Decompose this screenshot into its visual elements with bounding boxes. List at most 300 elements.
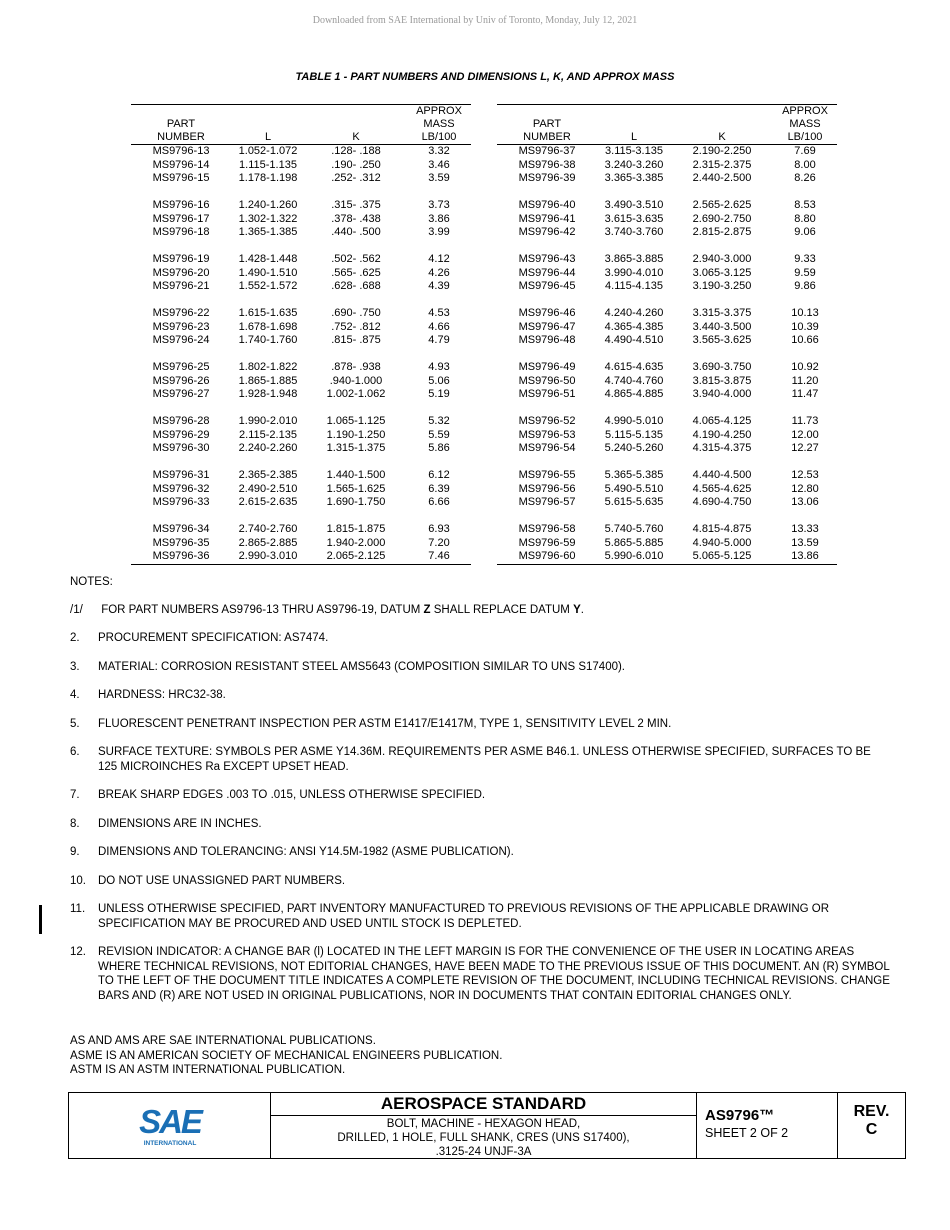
cell-k: .252- .312 <box>331 172 381 184</box>
note-number: 4. <box>70 689 80 701</box>
table-row <box>497 469 837 483</box>
cell-k: 2.565-2.625 <box>692 199 752 211</box>
header-k: K <box>671 105 773 145</box>
description-line: DRILLED, 1 HOLE, FULL SHANK, CRES (UNS S17400), <box>337 1132 630 1144</box>
cell-k: 4.565-4.625 <box>692 482 752 495</box>
table-row <box>497 159 837 173</box>
table-row <box>497 550 837 564</box>
cell-l: 4.240-4.260 <box>604 307 664 319</box>
cell-l: 1.490-1.510 <box>238 266 298 279</box>
table-row <box>497 280 837 294</box>
cell-k: 1.315-1.375 <box>326 442 386 454</box>
table-row <box>131 199 471 213</box>
cell-l: 3.740-3.760 <box>604 226 664 238</box>
table-row <box>131 496 471 510</box>
cell-part-number: MS9796-24 <box>152 334 210 346</box>
cell-l: 3.490-3.510 <box>604 199 664 211</box>
table-header-row <box>131 105 471 145</box>
table-row <box>131 253 471 267</box>
cell-l: 1.615-1.635 <box>238 307 298 319</box>
note-number: 8. <box>70 817 80 830</box>
cell-part-number: MS9796-16 <box>152 199 210 211</box>
cell-l: 2.615-2.635 <box>238 496 298 508</box>
cell-l: 2.490-2.510 <box>238 482 298 495</box>
cell-part-number: MS9796-21 <box>152 280 210 292</box>
cell-approx-mass: 3.59 <box>428 172 450 184</box>
sae-logo-subtext: INTERNATIONAL <box>143 1139 196 1147</box>
cell-approx-mass: 5.06 <box>428 374 450 387</box>
cell-part-number: MS9796-48 <box>518 334 576 346</box>
cell-l: 5.865-5.885 <box>604 536 664 549</box>
description-line: .3125-24 UNJF-3A <box>435 1146 532 1158</box>
cell-k: 4.065-4.125 <box>692 415 752 427</box>
cell-part-number: MS9796-32 <box>152 482 210 495</box>
cell-l: 1.552-1.572 <box>238 280 298 292</box>
cell-k: .565- .625 <box>331 266 381 279</box>
download-watermark: Downloaded from SAE International by Univ of Toronto, Monday, July 12, 2021 <box>312 15 638 26</box>
cell-part-number: MS9796-49 <box>518 361 576 373</box>
cell-part-number: MS9796-14 <box>152 158 210 171</box>
table-row <box>497 429 837 443</box>
table-row <box>497 523 837 537</box>
cell-approx-mass: 6.39 <box>428 482 450 495</box>
cell-approx-mass: 10.13 <box>791 307 819 319</box>
cell-k: 2.690-2.750 <box>692 212 752 225</box>
cell-part-number: MS9796-39 <box>518 172 576 184</box>
cell-part-number: MS9796-41 <box>518 212 576 225</box>
cell-k: 1.690-1.750 <box>326 496 386 508</box>
cell-part-number: MS9796-25 <box>152 361 210 373</box>
table-row <box>497 307 837 321</box>
cell-l: 3.240-3.260 <box>604 158 664 171</box>
table-title: TABLE 1 - PART NUMBERS AND DIMENSIONS L, K, AND APPROX MASS <box>295 71 675 83</box>
table-row <box>131 321 471 335</box>
table-row <box>131 550 471 564</box>
note-number: 6. <box>70 746 80 758</box>
note-item <box>70 874 890 889</box>
title-block <box>68 1092 906 1159</box>
cell-approx-mass: 3.99 <box>428 226 450 238</box>
table-row <box>131 483 471 497</box>
row-spacer <box>131 456 471 470</box>
cell-k: .502- .562 <box>331 253 381 265</box>
cell-approx-mass: 4.93 <box>428 361 450 373</box>
sae-logo-text: SAE <box>138 1103 201 1140</box>
cell-part-number: MS9796-59 <box>518 536 576 549</box>
note-item <box>70 745 890 774</box>
cell-l: 3.865-3.885 <box>604 253 664 265</box>
cell-k: 2.065-2.125 <box>305 550 407 564</box>
cell-k: 3.940-4.000 <box>692 388 752 400</box>
cell-approx-mass: 11.20 <box>791 374 819 387</box>
cell-l: 5.490-5.510 <box>604 482 664 495</box>
cell-approx-mass: 9.33 <box>794 253 816 265</box>
table-row <box>497 496 837 510</box>
cell-approx-mass: 5.19 <box>428 388 450 400</box>
note-number: 2. <box>70 632 80 644</box>
note-text: HARDNESS: HRC32-38. <box>98 689 226 701</box>
table-row <box>131 523 471 537</box>
cell-part-number: MS9796-31 <box>152 469 210 481</box>
cell-k: .690- .750 <box>331 307 381 319</box>
cell-l: 1.740-1.760 <box>238 334 298 346</box>
cell-k: 1.440-1.500 <box>326 469 386 481</box>
row-spacer <box>497 186 837 200</box>
cell-l: 3.365-3.385 <box>604 172 664 184</box>
cell-k: 2.315-2.375 <box>692 158 752 171</box>
publication-line: AS AND AMS ARE SAE INTERNATIONAL PUBLICATIONS. <box>70 1035 376 1047</box>
note-item <box>70 631 890 646</box>
cell-approx-mass: 10.92 <box>791 361 819 373</box>
cell-part-number: MS9796-42 <box>518 226 576 238</box>
cell-k: .752- .812 <box>331 320 381 333</box>
table-row <box>131 537 471 551</box>
cell-part-number: MS9796-13 <box>152 145 210 157</box>
cell-k: 1.190-1.250 <box>326 428 386 441</box>
cell-l: 4.990-5.010 <box>604 415 664 427</box>
cell-part-number: MS9796-23 <box>152 320 210 333</box>
note-text: FOR PART NUMBERS AS9796-13 THRU AS9796-19, DATUM Z SHALL REPLACE DATUM Y. <box>101 603 584 616</box>
cell-l: 1.115-1.135 <box>239 158 297 171</box>
cell-approx-mass: 8.53 <box>794 199 816 211</box>
header-l: L <box>597 105 671 145</box>
cell-part-number: MS9796-38 <box>518 158 576 171</box>
cell-l: 1.052-1.072 <box>238 145 298 157</box>
cell-approx-mass: 7.69 <box>794 145 816 157</box>
note-item <box>70 717 890 732</box>
cell-approx-mass: 4.39 <box>428 280 450 292</box>
cell-l: 1.178-1.198 <box>238 172 298 184</box>
cell-part-number: MS9796-20 <box>152 266 210 279</box>
cell-part-number: MS9796-37 <box>518 145 576 157</box>
sae-logo-graphic <box>135 1104 205 1148</box>
table-row <box>497 361 837 375</box>
sheet-number: SHEET 2 OF 2 <box>705 1126 789 1140</box>
header-k: K <box>305 105 407 145</box>
cell-approx-mass: 3.46 <box>428 158 450 171</box>
cell-approx-mass: 5.32 <box>428 415 450 427</box>
cell-l: 5.365-5.385 <box>604 469 664 481</box>
cell-part-number: MS9796-17 <box>152 212 210 225</box>
cell-part-number: MS9796-56 <box>518 482 576 495</box>
cell-approx-mass: 3.86 <box>428 212 450 225</box>
cell-approx-mass: 10.39 <box>791 320 819 333</box>
cell-approx-mass: 3.32 <box>428 145 450 157</box>
cell-k: .940-1.000 <box>329 374 383 387</box>
cell-l: 5.615-5.635 <box>604 496 664 508</box>
cell-approx-mass: 3.73 <box>428 199 450 211</box>
table-row <box>497 172 837 186</box>
cell-part-number: MS9796-55 <box>518 469 576 481</box>
cell-l: 2.990-3.010 <box>231 550 305 564</box>
row-spacer <box>131 240 471 254</box>
row-spacer <box>497 510 837 524</box>
cell-l: 1.928-1.948 <box>238 388 298 400</box>
cell-part-number: MS9796-53 <box>518 428 576 441</box>
cell-approx-mass: 13.06 <box>791 496 819 508</box>
cell-part-number: MS9796-15 <box>152 172 210 184</box>
cell-l: 5.740-5.760 <box>604 523 664 535</box>
row-spacer <box>497 240 837 254</box>
cell-k: 5.065-5.125 <box>671 550 773 564</box>
sae-logo <box>69 1093 271 1158</box>
cell-part-number: MS9796-43 <box>518 253 576 265</box>
cell-approx-mass: 11.47 <box>791 388 819 400</box>
cell-approx-mass: 8.26 <box>794 172 816 184</box>
cell-part-number: MS9796-54 <box>518 442 576 454</box>
part-description <box>271 1116 696 1159</box>
cell-approx-mass: 4.26 <box>428 266 450 279</box>
cell-approx-mass: 4.79 <box>428 334 450 346</box>
cell-k: .190- .250 <box>331 158 381 171</box>
table-row <box>131 226 471 240</box>
cell-l: 1.865-1.885 <box>238 374 298 387</box>
note-text: PROCUREMENT SPECIFICATION: AS7474. <box>98 632 329 644</box>
cell-part-number: MS9796-19 <box>152 253 210 265</box>
cell-k: 1.565-1.625 <box>326 482 386 495</box>
note-number: 9. <box>70 846 80 858</box>
cell-l: 4.115-4.135 <box>605 280 663 292</box>
cell-part-number: MS9796-35 <box>152 536 210 549</box>
cell-approx-mass: 11.73 <box>791 415 819 427</box>
publication-line: ASME IS AN AMERICAN SOCIETY OF MECHANICAL ENGINEERS PUBLICATION. <box>70 1049 503 1062</box>
note-number: 10. <box>70 874 86 887</box>
parts-table-left <box>131 104 471 565</box>
cell-l: 1.365-1.385 <box>238 226 298 238</box>
cell-approx-mass: 12.27 <box>791 442 819 454</box>
note-text: DIMENSIONS AND TOLERANCING: ANSI Y14.5M-1982 (ASME PUBLICATION). <box>98 846 514 858</box>
table-row <box>497 321 837 335</box>
cell-l: 2.740-2.760 <box>238 523 298 535</box>
cell-approx-mass: 9.86 <box>794 280 816 292</box>
cell-k: .878- .938 <box>331 361 381 373</box>
cell-k: .315- .375 <box>331 199 381 211</box>
cell-part-number: MS9796-33 <box>152 496 210 508</box>
cell-l: 4.490-4.510 <box>604 334 664 346</box>
parts-table-right <box>497 104 837 565</box>
cell-approx-mass: 12.00 <box>791 428 819 441</box>
cell-k: .440- .500 <box>331 226 381 238</box>
cell-part-number: MS9796-18 <box>152 226 210 238</box>
cell-k: 2.190-2.250 <box>692 145 752 157</box>
table-row <box>131 334 471 348</box>
table-row <box>131 429 471 443</box>
cell-k: .128- .188 <box>331 145 381 157</box>
cell-approx-mass: 7.46 <box>407 550 471 564</box>
cell-l: 3.615-3.635 <box>604 212 664 225</box>
row-spacer <box>131 348 471 362</box>
row-spacer <box>131 294 471 308</box>
cell-k: 3.065-3.125 <box>692 266 752 279</box>
cell-k: 4.440-4.500 <box>692 469 752 481</box>
cell-part-number: MS9796-34 <box>152 523 210 535</box>
table-row <box>497 334 837 348</box>
table-row <box>131 213 471 227</box>
table-row <box>497 415 837 429</box>
table-row <box>131 172 471 186</box>
cell-approx-mass: 8.00 <box>794 158 816 171</box>
cell-part-number: MS9796-27 <box>152 388 210 400</box>
header-part-number: PART NUMBER <box>131 105 231 145</box>
publication-line: ASTM IS AN ASTM INTERNATIONAL PUBLICATION. <box>70 1064 346 1076</box>
cell-k: 3.690-3.750 <box>692 361 752 373</box>
header-approx-mass: APPROX MASS LB/100 <box>773 105 837 145</box>
cell-k: .628- .688 <box>331 280 381 292</box>
note-number: /1/ <box>70 603 83 616</box>
cell-approx-mass: 4.12 <box>428 253 450 265</box>
cell-l: 4.740-4.760 <box>604 374 664 387</box>
cell-l: 4.365-4.385 <box>604 320 664 333</box>
note-item <box>70 660 890 675</box>
cell-k: 1.065-1.125 <box>326 415 386 427</box>
table-row <box>497 442 837 456</box>
table-row <box>497 375 837 389</box>
cell-part-number: MS9796-51 <box>518 388 576 400</box>
cell-l: 1.428-1.448 <box>238 253 298 265</box>
table-row <box>497 483 837 497</box>
note-item <box>70 788 890 803</box>
cell-k: 2.815-2.875 <box>692 226 752 238</box>
table-row <box>497 267 837 281</box>
note-number: 11. <box>70 903 86 915</box>
notes-section <box>70 575 890 1017</box>
cell-part-number: MS9796-52 <box>518 415 576 427</box>
table-row <box>131 307 471 321</box>
row-spacer <box>131 402 471 416</box>
cell-k: 1.815-1.875 <box>326 523 386 535</box>
note-number: 5. <box>70 717 80 730</box>
cell-approx-mass: 12.80 <box>791 482 819 495</box>
cell-approx-mass: 8.80 <box>794 212 816 225</box>
table-row <box>497 253 837 267</box>
cell-approx-mass: 13.86 <box>773 550 837 564</box>
cell-part-number: MS9796-46 <box>518 307 576 319</box>
cell-k: 4.190-4.250 <box>692 428 752 441</box>
cell-l: 1.302-1.322 <box>238 212 298 225</box>
note-text: FLUORESCENT PENETRANT INSPECTION PER ASTM E1417/E1417M, TYPE 1, SENSITIVITY LEVEL 2 MIN. <box>98 717 672 730</box>
header-approx-mass: APPROX MASS LB/100 <box>407 105 471 145</box>
note-item <box>70 845 890 860</box>
cell-part-number: MS9796-36 <box>131 550 231 564</box>
cell-part-number: MS9796-45 <box>518 280 576 292</box>
document-number-cell <box>697 1093 838 1158</box>
table-row <box>131 375 471 389</box>
standard-title: AEROSPACE STANDARD <box>271 1093 696 1116</box>
cell-k: 2.440-2.500 <box>692 172 752 184</box>
cell-part-number: MS9796-28 <box>152 415 210 427</box>
cell-l: 4.865-4.885 <box>604 388 664 400</box>
cell-l: 2.365-2.385 <box>238 469 298 481</box>
table-row <box>497 213 837 227</box>
note-number: 12. <box>70 946 86 958</box>
note-text: BREAK SHARP EDGES .003 TO .015, UNLESS OTHERWISE SPECIFIED. <box>98 789 486 801</box>
cell-l: 2.240-2.260 <box>238 442 298 454</box>
cell-l: 1.678-1.698 <box>238 320 298 333</box>
table-row <box>131 280 471 294</box>
cell-k: 4.940-5.000 <box>692 536 752 549</box>
row-spacer <box>497 294 837 308</box>
cell-k: 1.940-2.000 <box>326 536 386 549</box>
cell-approx-mass: 10.66 <box>791 334 819 346</box>
cell-k: 3.315-3.375 <box>692 307 752 319</box>
row-spacer <box>497 402 837 416</box>
note-text: SURFACE TEXTURE: SYMBOLS PER ASME Y14.36M. REQUIREMENTS PER ASME B46.1. UNLESS OTHERWISE SPECIFIED, SURFACES TO BE 125 MICROINCHES Ra EXCEPT UPSET HEAD. <box>98 746 871 773</box>
row-spacer <box>131 510 471 524</box>
table-row <box>131 469 471 483</box>
cell-part-number: MS9796-26 <box>152 374 210 387</box>
change-bar <box>39 905 42 934</box>
note-item <box>70 945 890 1003</box>
cell-part-number: MS9796-47 <box>518 320 576 333</box>
cell-approx-mass: 13.33 <box>791 523 819 535</box>
table-header-row <box>497 105 837 145</box>
revision-cell <box>838 1093 905 1158</box>
revision-value: C <box>865 1121 878 1138</box>
table-row <box>497 145 837 159</box>
cell-approx-mass: 4.66 <box>428 320 450 333</box>
revision-label: REV. <box>853 1103 890 1120</box>
note-number: 3. <box>70 660 80 673</box>
publications-list <box>70 1034 502 1078</box>
cell-part-number: MS9796-57 <box>518 496 576 508</box>
row-spacer <box>131 186 471 200</box>
notes-heading: NOTES: <box>70 576 113 588</box>
note-item <box>70 688 890 703</box>
table-row <box>131 145 471 159</box>
table-row <box>131 267 471 281</box>
row-spacer <box>497 348 837 362</box>
cell-k: .378- .438 <box>331 212 381 225</box>
cell-k: 3.565-3.625 <box>692 334 752 346</box>
cell-l: 1.990-2.010 <box>238 415 298 427</box>
cell-l: 3.115-3.135 <box>605 145 663 157</box>
cell-approx-mass: 7.20 <box>428 536 450 549</box>
cell-part-number: MS9796-44 <box>518 266 576 279</box>
cell-l: 2.865-2.885 <box>238 536 298 549</box>
header-part-number: PART NUMBER <box>497 105 597 145</box>
cell-k: 3.190-3.250 <box>692 280 752 292</box>
cell-l: 1.240-1.260 <box>238 199 298 211</box>
title-block-description <box>271 1093 697 1158</box>
cell-k: .815- .875 <box>331 334 381 346</box>
cell-part-number: MS9796-58 <box>518 523 576 535</box>
cell-approx-mass: 9.06 <box>794 226 816 238</box>
cell-approx-mass: 9.59 <box>794 266 816 279</box>
note-number: 7. <box>70 789 80 801</box>
row-spacer <box>497 456 837 470</box>
cell-part-number: MS9796-29 <box>152 428 210 441</box>
table-row <box>497 537 837 551</box>
cell-k: 3.815-3.875 <box>692 374 752 387</box>
cell-approx-mass: 4.53 <box>428 307 450 319</box>
cell-approx-mass: 13.59 <box>791 536 819 549</box>
table-row <box>131 361 471 375</box>
table-row <box>497 388 837 402</box>
cell-approx-mass: 6.93 <box>428 523 450 535</box>
table-row <box>131 415 471 429</box>
cell-approx-mass: 6.66 <box>428 496 450 508</box>
note-text: REVISION INDICATOR: A CHANGE BAR (l) LOCATED IN THE LEFT MARGIN IS FOR THE CONVENIENCE OF THE USER IN LOCATING AREAS WHERE TECHNICAL REVISIONS, NOT EDITORIAL CHANGES, HAVE BEEN MADE TO THE PREVIOUS ISSUE OF THIS DOCUMENT. AN (R) SYMBOL TO THE LEFT OF THE DOCUMENT TITLE INDICATES A COMPLETE REVISION OF THE DOCUMENT, INCLUDING TECHNICAL REVISIONS. CHANGE BARS AND (R) ARE NOT USED IN ORIGINAL PUBLICATIONS, NOR IN DOCUMENTS THAT CONTAIN EDITORIAL CHANGES ONLY. <box>98 946 890 1002</box>
note-1 <box>70 603 890 618</box>
cell-k: 4.815-4.875 <box>692 523 752 535</box>
cell-approx-mass: 6.12 <box>428 469 450 481</box>
cell-l: 5.240-5.260 <box>604 442 664 454</box>
header-l: L <box>231 105 305 145</box>
cell-part-number: MS9796-30 <box>152 442 210 454</box>
cell-k: 3.440-3.500 <box>692 320 752 333</box>
cell-l: 3.990-4.010 <box>604 266 664 279</box>
cell-l: 4.615-4.635 <box>604 361 664 373</box>
